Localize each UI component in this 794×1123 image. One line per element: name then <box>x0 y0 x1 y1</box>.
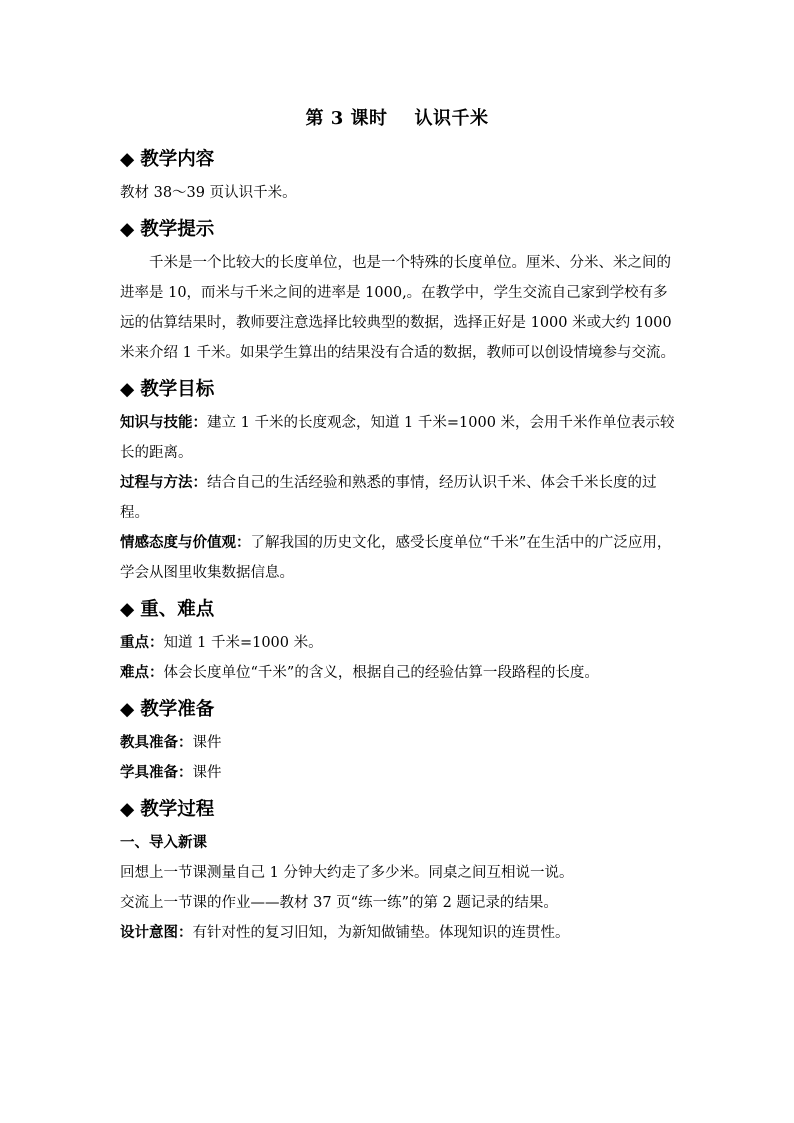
section-heading-goals <box>120 372 676 408</box>
section-heading-text: 教学过程 <box>140 799 215 820</box>
design-intent <box>120 918 676 948</box>
design-intent-text: 有针对性的复习旧知，为新知做铺垫。体现知识的连贯性。 <box>192 925 570 941</box>
diamond-bullet-icon: ◆ <box>120 799 135 820</box>
section-heading-key-points <box>120 592 676 628</box>
goal-text: 建立 1 千米的长度观念，知道 1 千米=1000 米，会用千米作单位表示较长的距离。 <box>120 415 675 461</box>
materials-text: 课件 <box>192 765 222 781</box>
section-heading-content <box>120 142 676 178</box>
lesson-title: 第 3 课时 认识千米 <box>305 108 489 129</box>
design-intent-label: 设计意图： <box>120 925 193 941</box>
section-heading-text: 教学提示 <box>140 219 215 240</box>
goal-label: 过程与方法： <box>120 475 207 491</box>
section-heading-text: 重、难点 <box>140 599 215 620</box>
diamond-bullet-icon: ◆ <box>120 219 135 240</box>
difficulty-label: 难点： <box>120 665 164 681</box>
diamond-bullet-icon: ◆ <box>120 699 135 720</box>
student-materials <box>120 758 676 788</box>
section-heading-text: 教学内容 <box>140 149 215 170</box>
diamond-bullet-icon: ◆ <box>120 379 135 400</box>
process-line: 回想上一节课测量自己 1 分钟大约走了多少米。同桌之间互相说一说。 <box>120 865 574 881</box>
process-subheading: 一、导入新课 <box>120 835 207 851</box>
difficulty-text: 体会长度单位“千米”的含义，根据自己的经验估算一段路程的长度。 <box>163 665 599 681</box>
materials-label: 学具准备： <box>120 765 193 781</box>
teacher-materials <box>120 728 676 758</box>
key-point-item <box>120 628 676 658</box>
materials-text: 课件 <box>192 735 222 751</box>
goal-text: 了解我国的历史文化，感受长度单位“千米”在生活中的广泛应用，学会从图里收集数据信息。 <box>120 535 672 581</box>
goal-label: 情感态度与价值观： <box>120 535 251 551</box>
materials-label: 教具准备： <box>120 735 193 751</box>
goal-label: 知识与技能： <box>120 415 207 431</box>
goal-item-process <box>120 468 676 528</box>
difficulty-item <box>120 658 676 688</box>
lesson-body <box>120 142 676 948</box>
section-heading-preparation <box>120 692 676 728</box>
section-heading-process <box>120 792 676 828</box>
key-point-label: 重点： <box>120 635 164 651</box>
section-heading-text: 教学准备 <box>140 699 215 720</box>
process-line: 交流上一节课的作业——教材 37 页“练一练”的第 2 题记录的结果。 <box>120 895 558 911</box>
section-heading-text: 教学目标 <box>140 379 215 400</box>
goal-item-knowledge <box>120 408 676 468</box>
goal-item-attitude <box>120 528 676 588</box>
diamond-bullet-icon: ◆ <box>120 149 135 170</box>
content-text: 教材 38～39 页认识千米。 <box>120 185 297 201</box>
tips-text: 千米是一个比较大的长度单位，也是一个特殊的长度单位。厘米、分米、米之间的进率是 10，而米与千米之间的进率是 1000,。在教学中，学生交流自己家到学校有多远的估算结果时，教师要注意选择比较典型的数据，选择正好是 1000 米或大约 1000 米来介绍 1 千米。如果学生算出的结果没有合适的数据，教师可以创设情境参与交流。 <box>120 255 675 361</box>
section-heading-tips <box>120 212 676 248</box>
diamond-bullet-icon: ◆ <box>120 599 135 620</box>
goal-text: 结合自己的生活经验和熟悉的事情，经历认识千米、体会千米长度的过程。 <box>120 475 657 521</box>
key-point-text: 知道 1 千米=1000 米。 <box>163 635 323 651</box>
